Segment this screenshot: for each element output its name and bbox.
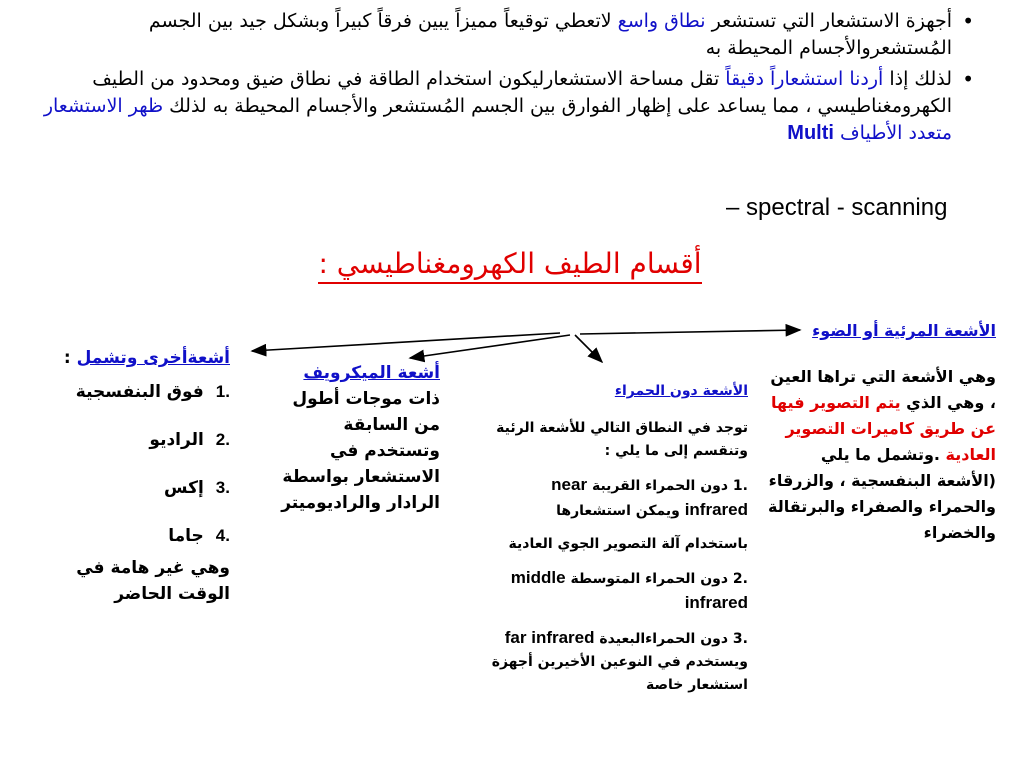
list-item [40, 427, 230, 453]
infrared-column [446, 380, 748, 707]
other-list [40, 379, 230, 549]
item-number: .1 [732, 478, 748, 494]
item-number: .4 [215, 526, 230, 545]
infrared-intro: توجد في النطاق التالي للأشعة الرئية وتنقسم إلى ما يلي : [496, 420, 748, 459]
visible-highlight: يتم التصوير فيها عن طريق كاميرات التصوير العادية [770, 393, 996, 464]
bullet-dot: • [962, 67, 974, 91]
item-number: .1 [215, 382, 230, 401]
item-label: فوق البنفسجية [75, 382, 204, 402]
infrared-item-near-note: باستخدام آلة التصوير الجوي العادية [508, 536, 748, 552]
multi-label: Multi [787, 122, 834, 144]
bullet1-text-a: أجهزة الاستشعار التي تستشعر [705, 10, 952, 32]
item-number: .2 [215, 430, 230, 449]
item-number: .3 [732, 631, 748, 647]
item-ar-2: ويستخدم في النوعين الأخيرين أجهزة استشعار خاصة [491, 654, 748, 693]
visible-text-b: .وتشمل ما يلي (الأشعة البنفسجية ، والزرقاء والحمراء والصفراء والبرتقالة والخضراء [768, 445, 996, 542]
microwave-title: أشعة الميكرويف [303, 363, 440, 383]
heading-text: أقسام الطيف الكهرومغناطيسي : [318, 247, 701, 284]
item-en-2: infrared [684, 500, 748, 519]
bullet2-highlight-2: ظهر الاستشعار متعدد الأطياف [43, 95, 952, 144]
infrared-item-middle [446, 566, 748, 616]
arrow-to-other [252, 333, 560, 351]
infrared-title: الأشعة دون الحمراء [614, 383, 748, 399]
visible-light-column [760, 318, 996, 546]
item-label: جاما [168, 526, 204, 546]
arrow-to-infrared [575, 335, 602, 362]
list-item [40, 523, 230, 549]
visible-body [760, 364, 996, 546]
bullet2-text-a: لذلك إذا [883, 68, 952, 90]
item-en: middle [510, 568, 566, 587]
spectral-scanning-text: – spectral - scanning [726, 194, 948, 221]
list-item [40, 379, 230, 405]
other-title-line [40, 345, 230, 371]
item-ar-2: ويمكن استشعارها [556, 503, 680, 519]
bullet1-highlight: نطاق واسع [617, 10, 706, 32]
item-ar: دون الحمراء المتوسطة [570, 571, 729, 587]
other-rays-column [40, 345, 230, 607]
bullet2-highlight: أردنا استشعاراً دقيقاً [725, 68, 884, 90]
item-ar: دون الحمراء القريبة [591, 478, 729, 494]
visible-title: الأشعة المرئية أو الضوء [812, 321, 996, 340]
arrow-to-microwave [410, 335, 570, 358]
item-en: far infrared [504, 628, 595, 647]
microwave-body: ذات موجات أطول من السابقة وتستخدم في الاستشعار بواسطة الرادار والراديوميتر [281, 389, 440, 513]
item-en: near [551, 475, 588, 494]
item-number: .3 [215, 478, 230, 497]
bullet-dot: • [962, 9, 974, 33]
bullet1-text-b: لاتعطي توقيعاً مميزاً يبين فرقاً كبيراً وبشكل جيد بين الجسم المُستشعروالأجسام المحيطة به [148, 10, 952, 59]
list-item [40, 475, 230, 501]
other-title: أشعةأخرى وتشمل [76, 348, 230, 368]
item-label: إكس [164, 478, 204, 498]
microwave-column [264, 360, 440, 516]
infrared-item-far [446, 626, 748, 697]
item-label: الراديو [149, 430, 204, 450]
item-en-2: infrared [684, 593, 748, 612]
item-ar: دون الحمراءالبعيدة [599, 631, 729, 647]
other-colon: : [63, 348, 77, 368]
item-number: .2 [732, 571, 748, 587]
other-note: وهي غير هامة في الوقت الحاضر [76, 558, 230, 604]
visible-text-a: وهي الأشعة التي تراها العين ، وهي الذي [770, 367, 996, 412]
bullet2-text-b: تقل مساحة الاستشعارليكون استخدام الطاقة في نطاق ضيق ومحدود من الطيف الكهرومغناطيسي ، مما يساعد على إظهار الفوارق بين الجسم المُستشعر والأجسام المحيطة به لذلك [92, 68, 952, 117]
infrared-item-near [446, 473, 748, 523]
